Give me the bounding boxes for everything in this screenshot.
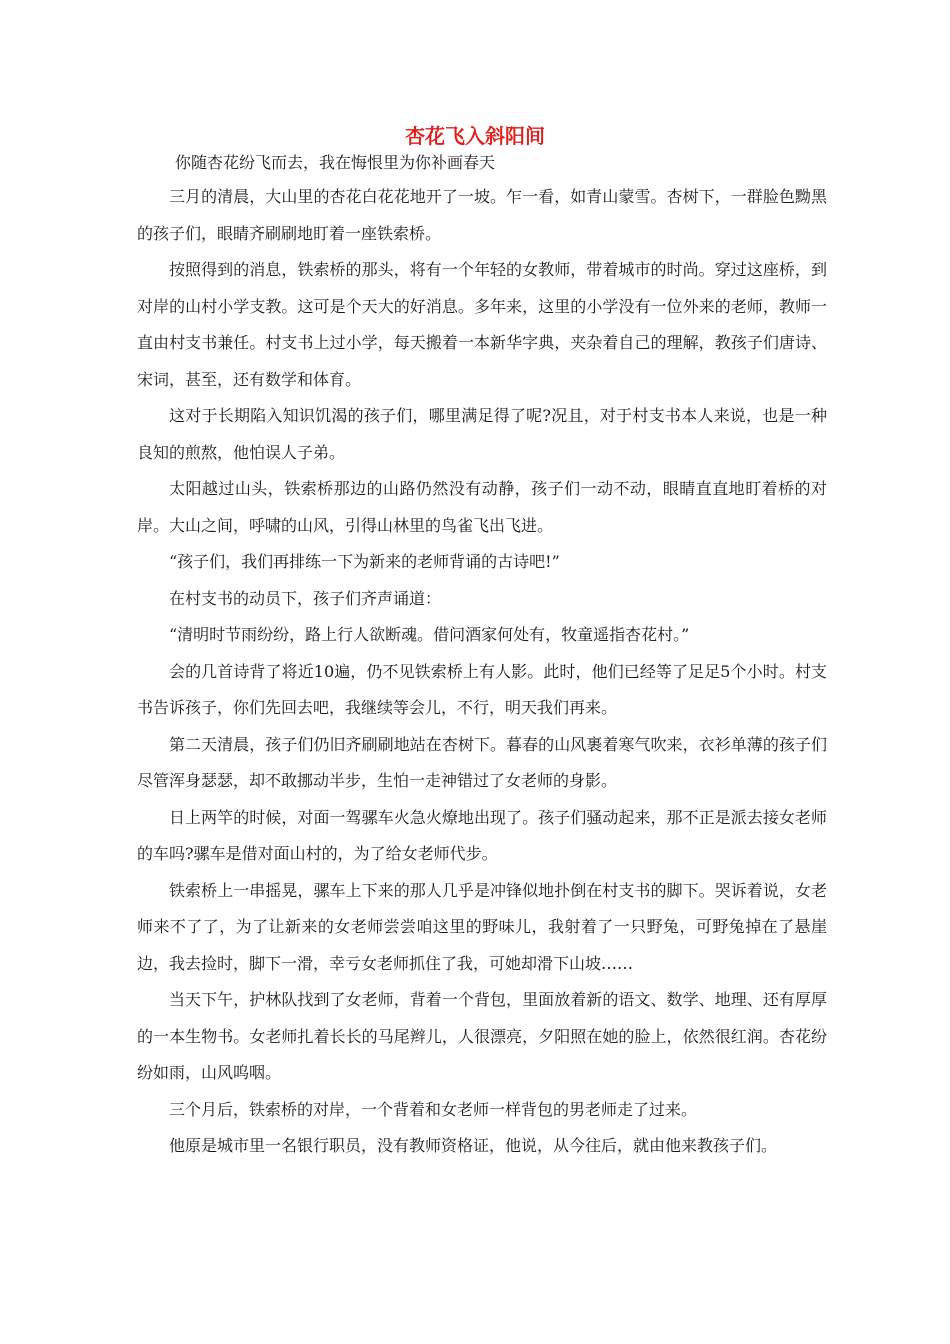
paragraph-1: 三月的清晨，大山里的杏花白花花地开了一坡。乍一看，如青山蒙雪。杏树下，一群脸色黝黑的孩子们，眼睛齐刷刷地盯着一座铁索桥。 (137, 187, 827, 243)
paragraph-7: “清明时节雨纷纷，路上行人欲断魂。借问酒家何处有，牧童遥指杏花村。” (169, 625, 690, 644)
paragraph-8: 会的几首诗背了将近10遍，仍不见铁索桥上有人影。此时，他们已经等了足足5个小时。村支书告诉孩子，你们先回去吧，我继续等会儿，不行，明天我们再来。 (137, 661, 827, 717)
paragraph-9: 第二天清晨，孩子们仍旧齐刷刷地站在杏树下。暮春的山风裹着寒气吹来，衣衫单薄的孩子们尽管浑身瑟瑟，却不敢挪动半步，生怕一走神错过了女老师的身影。 (137, 734, 827, 790)
paragraph-3: 这对于长期陷入知识饥渴的孩子们，哪里满足得了呢?况且，对于村支书本人来说，也是一种良知的煎熬，他怕误人子弟。 (137, 406, 827, 462)
paragraph-12: 当天下午，护林队找到了女老师，背着一个背包，里面放着新的语文、数学、地理、还有厚厚的一本生物书。女老师扎着长长的马尾辫儿，人很漂亮，夕阳照在她的脸上，依然很红润。杏花纷纷如雨，山风呜咽。 (137, 990, 827, 1082)
paragraph-6: 在村支书的动员下，孩子们齐声诵道： (169, 588, 442, 608)
document-body (137, 179, 827, 1165)
paragraph-13: 三个月后，铁索桥的对岸，一个背着和女老师一样背包的男老师走了过来。 (169, 1099, 698, 1119)
paragraph-2: 按照得到的消息，铁索桥的那头，将有一个年轻的女教师，带着城市的时尚。穿过这座桥，到对岸的山村小学支教。这可是个天大的好消息。多年来，这里的小学没有一位外来的老师，教师一直由村支书兼任。村支书上过小学，每天搬着一本新华字典，夹杂着自己的理解，教孩子们唐诗、宋词，甚至，还有数学和体育。 (137, 260, 827, 389)
document-subtitle: 你随杏花纷飞而去，我在悔恨里为你补画春天 (175, 153, 496, 172)
paragraph-11: 铁索桥上一串摇晃，骡车上下来的那人几乎是冲锋似地扑倒在村支书的脚下。哭诉着说，女老师来不了了，为了让新来的女老师尝尝咱这里的野味儿，我射着了一只野兔，可野兔掉在了悬崖边，我去捡时，脚下一滑，幸亏女老师抓住了我，可她却滑下山坡…… (137, 880, 827, 973)
paragraph-10: 日上两竿的时候，对面一驾骡车火急火燎地出现了。孩子们骚动起来，那不正是派去接女老师的车吗?骡车是借对面山村的，为了给女老师代步。 (137, 807, 827, 863)
paragraph-4: 太阳越过山头，铁索桥那边的山路仍然没有动静，孩子们一动不动，眼睛直直地盯着桥的对岸。大山之间，呼啸的山风，引得山林里的鸟雀飞出飞进。 (137, 479, 827, 535)
paragraph-5: “孩子们，我们再排练一下为新来的老师背诵的古诗吧!” (169, 552, 560, 571)
document-title: 杏花飞入斜阳间 (405, 124, 545, 148)
paragraph-14: 他原是城市里一名银行职员，没有教师资格证，他说，从今往后，就由他来教孩子们。 (169, 1136, 778, 1155)
